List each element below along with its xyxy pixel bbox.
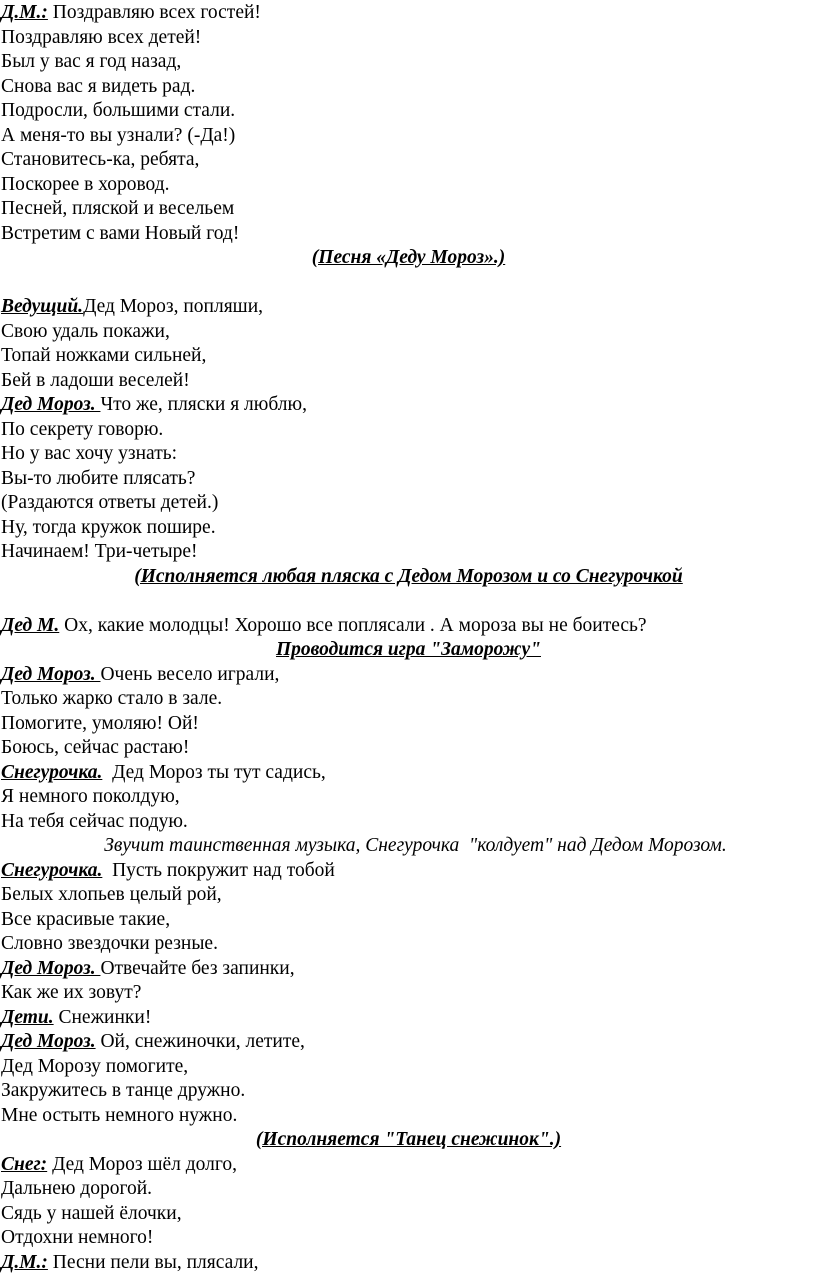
verse-line <box>1 981 816 1006</box>
speaker-name: Снегурочка. <box>1 860 102 881</box>
stage-direction-heading: Проводится игра "Заморожу" <box>1 638 816 663</box>
verse-line <box>1 26 816 51</box>
line-text: Вы-то любите плясать? <box>1 468 195 489</box>
verse-line <box>1 1202 816 1227</box>
line-text: Ой, снежиночки, летите, <box>96 1031 305 1052</box>
verse-line <box>1 491 816 516</box>
verse-line <box>1 712 816 737</box>
line-text: Был у вас я год назад, <box>1 51 181 72</box>
speaker-name: Снег: <box>1 1154 47 1175</box>
speaker-line <box>1 761 816 786</box>
verse-line <box>1 1226 816 1251</box>
verse-line <box>1 75 816 100</box>
verse-line <box>1 736 816 761</box>
line-text: Песней, пляской и весельем <box>1 198 234 219</box>
line-text: Очень весело играли, <box>100 664 279 685</box>
verse-line <box>1 418 816 443</box>
line-text: Бей в ладоши веселей! <box>1 370 190 391</box>
speaker-name: Дед Мороз. <box>1 1031 96 1052</box>
verse-line <box>1 785 816 810</box>
verse-line <box>1 1177 816 1202</box>
line-text: Встретим с вами Новый год! <box>1 223 239 244</box>
line-text: Я немного поколдую, <box>1 786 180 807</box>
verse-line <box>1 124 816 149</box>
verse-line <box>1 467 816 492</box>
line-text: Начинаем! Три-четыре! <box>1 541 198 562</box>
line-text: Ну, тогда кружок пошире. <box>1 517 216 538</box>
line-text: Все красивые такие, <box>1 909 170 930</box>
stage-direction-heading: (Исполняется "Танец снежинок".) <box>1 1128 816 1153</box>
line-text: Помогите, умоляю! Ой! <box>1 713 199 734</box>
line-text: А меня-то вы узнали? (-Да!) <box>1 125 235 146</box>
blank-line <box>1 271 816 296</box>
verse-line <box>1 442 816 467</box>
line-text: Отдохни немного! <box>1 1227 153 1248</box>
speaker-line <box>1 957 816 982</box>
verse-line <box>1 810 816 835</box>
speaker-name: Дед Мороз. <box>1 664 100 685</box>
speaker-name: Дед Мороз. <box>1 394 100 415</box>
line-text: Боюсь, сейчас растаю! <box>1 737 189 758</box>
speaker-line <box>1 663 816 688</box>
speaker-line <box>1 1 816 26</box>
verse-line <box>1 148 816 173</box>
verse-line <box>1 516 816 541</box>
line-text: Пусть покружит над тобой <box>102 860 335 881</box>
verse-line <box>1 1104 816 1129</box>
speaker-line <box>1 393 816 418</box>
speaker-line <box>1 1030 816 1055</box>
line-text: Песни пели вы, плясали, <box>48 1252 259 1273</box>
verse-line <box>1 540 816 565</box>
line-text: Дед Мороз шёл долго, <box>47 1154 237 1175</box>
speaker-name: Ведущий. <box>1 296 83 317</box>
verse-line <box>1 344 816 369</box>
verse-line <box>1 1055 816 1080</box>
line-text: Снова вас я видеть рад. <box>1 76 195 97</box>
verse-line <box>1 197 816 222</box>
line-text: Мне остыть немного нужно. <box>1 1105 237 1126</box>
line-text: Поздравляю всех гостей! <box>48 2 261 23</box>
line-text: Словно звездочки резные. <box>1 933 218 954</box>
line-text: Дед Мороз ты тут садись, <box>102 762 325 783</box>
line-text: Что же, пляски я люблю, <box>100 394 307 415</box>
speaker-line <box>1 1251 816 1275</box>
line-text: Ох, какие молодцы! Хорошо все поплясали . А мороза вы не боитесь? <box>59 615 646 636</box>
speaker-name: Дети. <box>1 1007 54 1028</box>
line-text: Закружитесь в танце дружно. <box>1 1080 245 1101</box>
line-text: Дед Морозу помогите, <box>1 1056 188 1077</box>
line-text: Подросли, большими стали. <box>1 100 235 121</box>
verse-line <box>1 883 816 908</box>
line-text: Белых хлопьев целый рой, <box>1 884 222 905</box>
verse-line <box>1 1079 816 1104</box>
line-text: Сядь у нашей ёлочки, <box>1 1203 182 1224</box>
line-text: Как же их зовут? <box>1 982 141 1003</box>
speaker-name: Д.М.: <box>1 1252 48 1273</box>
line-text: Поздравляю всех детей! <box>1 27 201 48</box>
speaker-line <box>1 859 816 884</box>
stage-direction: Звучит таинственная музыка, Снегурочка "колдует" над Дедом Морозом. <box>1 834 816 859</box>
verse-line <box>1 173 816 198</box>
line-text: Свою удаль покажи, <box>1 321 170 342</box>
line-text: Становитесь-ка, ребята, <box>1 149 199 170</box>
verse-line <box>1 320 816 345</box>
speaker-line <box>1 1153 816 1178</box>
blank-line <box>1 589 816 614</box>
verse-line <box>1 99 816 124</box>
verse-line <box>1 932 816 957</box>
line-text: Топай ножками сильней, <box>1 345 206 366</box>
speaker-name: Д.М.: <box>1 2 48 23</box>
line-text: Дед Мороз, попляши, <box>83 296 263 317</box>
verse-line <box>1 908 816 933</box>
verse-line <box>1 687 816 712</box>
verse-line <box>1 50 816 75</box>
line-text: Снежинки! <box>54 1007 152 1028</box>
speaker-name: Дед Мороз. <box>1 958 100 979</box>
stage-direction-heading: (Песня «Деду Мороз».) <box>1 246 816 271</box>
line-text: На тебя сейчас подую. <box>1 811 188 832</box>
verse-line <box>1 222 816 247</box>
line-text: Поскорее в хоровод. <box>1 174 170 195</box>
speaker-line <box>1 1006 816 1031</box>
speaker-line <box>1 295 816 320</box>
speaker-name: Дед М. <box>1 615 59 636</box>
line-text: Дальнею дорогой. <box>1 1178 152 1199</box>
speaker-name: Снегурочка. <box>1 762 102 783</box>
line-text: Только жарко стало в зале. <box>1 688 222 709</box>
line-text: Но у вас хочу узнать: <box>1 443 177 464</box>
line-text: Отвечайте без запинки, <box>100 958 294 979</box>
line-text: По секрету говорю. <box>1 419 163 440</box>
speaker-line <box>1 614 816 639</box>
line-text: (Раздаются ответы детей.) <box>1 492 218 513</box>
verse-line <box>1 369 816 394</box>
stage-direction-heading: (Исполняется любая пляска с Дедом Морозом и со Снегурочкой <box>1 565 816 590</box>
